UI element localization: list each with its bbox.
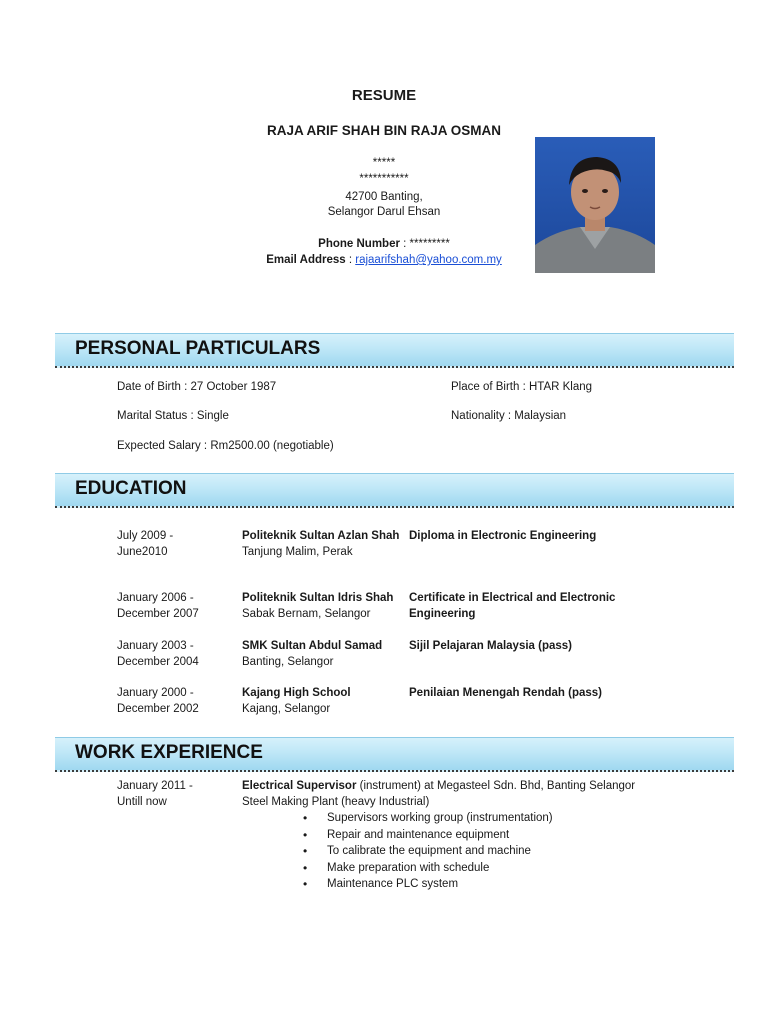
education-date — [117, 590, 199, 622]
address-line-1: ***** — [372, 157, 396, 169]
education-school — [242, 590, 393, 622]
personal-particulars-header — [55, 333, 734, 368]
education-header — [55, 473, 734, 508]
portrait-illustration — [535, 137, 655, 273]
address-line-2: *********** — [359, 173, 409, 185]
work-position-line — [242, 778, 712, 794]
school-location: Sabak Bernam, Selangor — [242, 608, 371, 620]
address-line-4: Selangor Darul Ehsan — [327, 206, 441, 218]
list-item: • Supervisors working group (instrumentation) — [303, 810, 553, 827]
phone-value: ********* — [409, 238, 450, 250]
education-date-end: December 2004 — [117, 656, 199, 668]
qualification-line-1: Sijil Pelajaran Malaysia (pass) — [409, 640, 572, 652]
education-school — [242, 638, 382, 670]
date-of-birth: Date of Birth : 27 October 1987 — [117, 381, 277, 393]
phone-label: Phone Number — [318, 238, 400, 250]
school-location: Kajang, Selangor — [242, 703, 331, 715]
education-date — [117, 528, 173, 560]
qualification-line-2: Engineering — [409, 608, 476, 620]
education-school — [242, 528, 399, 560]
education-date-end: June2010 — [117, 546, 168, 558]
work-duties-list — [303, 810, 553, 893]
profile-photo — [535, 137, 655, 273]
school-name: Politeknik Sultan Idris Shah — [242, 592, 394, 604]
education-date-end: December 2007 — [117, 608, 199, 620]
address-line-3: 42700 Banting, — [345, 191, 423, 203]
qualification-line-1: Penilaian Menengah Rendah (pass) — [409, 687, 602, 699]
school-name: SMK Sultan Abdul Samad — [242, 640, 383, 652]
education-qualification — [409, 638, 572, 654]
email-link[interactable]: rajaarifshah@yahoo.com.my — [355, 254, 502, 266]
work-plant: Steel Making Plant (heavy Industrial) — [242, 796, 430, 808]
list-item: • Make preparation with schedule — [303, 860, 553, 877]
personal-particulars-heading: PERSONAL PARTICULARS — [75, 338, 321, 359]
education-date — [117, 638, 199, 670]
education-date-start: July 2009 - — [117, 530, 174, 542]
work-employer: (instrument) at Megasteel Sdn. Bhd, Banting Selangor — [356, 780, 636, 792]
place-of-birth: Place of Birth : HTAR Klang — [451, 381, 593, 393]
work-details — [242, 778, 712, 810]
education-qualification — [409, 685, 602, 701]
work-date-start: January 2011 - — [117, 780, 193, 792]
marital-status: Marital Status : Single — [117, 410, 229, 422]
work-experience-heading: WORK EXPERIENCE — [75, 742, 263, 763]
email-row: Email Address : rajaarifshah@yahoo.com.my — [266, 254, 502, 266]
work-position: Electrical Supervisor — [242, 780, 357, 792]
education-date-start: January 2003 - — [117, 640, 194, 652]
work-experience-header — [55, 737, 734, 772]
education-qualification — [409, 528, 596, 544]
school-name: Politeknik Sultan Azlan Shah — [242, 530, 400, 542]
school-location: Tanjung Malim, Perak — [242, 546, 353, 558]
education-school — [242, 685, 351, 717]
list-item: • To calibrate the equipment and machine — [303, 843, 553, 860]
email-label: Email Address — [266, 254, 346, 266]
education-heading: EDUCATION — [75, 478, 187, 499]
nationality: Nationality : Malaysian — [451, 410, 567, 422]
qualification-line-1: Certificate in Electrical and Electronic — [409, 592, 616, 604]
education-date-end: December 2002 — [117, 703, 199, 715]
education-date — [117, 685, 199, 717]
school-name: Kajang High School — [242, 687, 351, 699]
work-date — [117, 778, 193, 810]
list-item: • Repair and maintenance equipment — [303, 827, 553, 844]
resume-title: RESUME — [351, 87, 417, 104]
education-qualification — [409, 590, 615, 622]
education-date-start: January 2000 - — [117, 687, 194, 699]
phone-row: Phone Number : ********* — [318, 238, 450, 250]
applicant-name: RAJA ARIF SHAH BIN RAJA OSMAN — [266, 123, 501, 138]
list-item: • Maintenance PLC system — [303, 876, 553, 893]
work-date-end: Untill now — [117, 796, 167, 808]
school-location: Banting, Selangor — [242, 656, 334, 668]
expected-salary: Expected Salary : Rm2500.00 (negotiable) — [117, 440, 334, 452]
qualification-line-1: Diploma in Electronic Engineering — [409, 530, 597, 542]
education-date-start: January 2006 - — [117, 592, 194, 604]
